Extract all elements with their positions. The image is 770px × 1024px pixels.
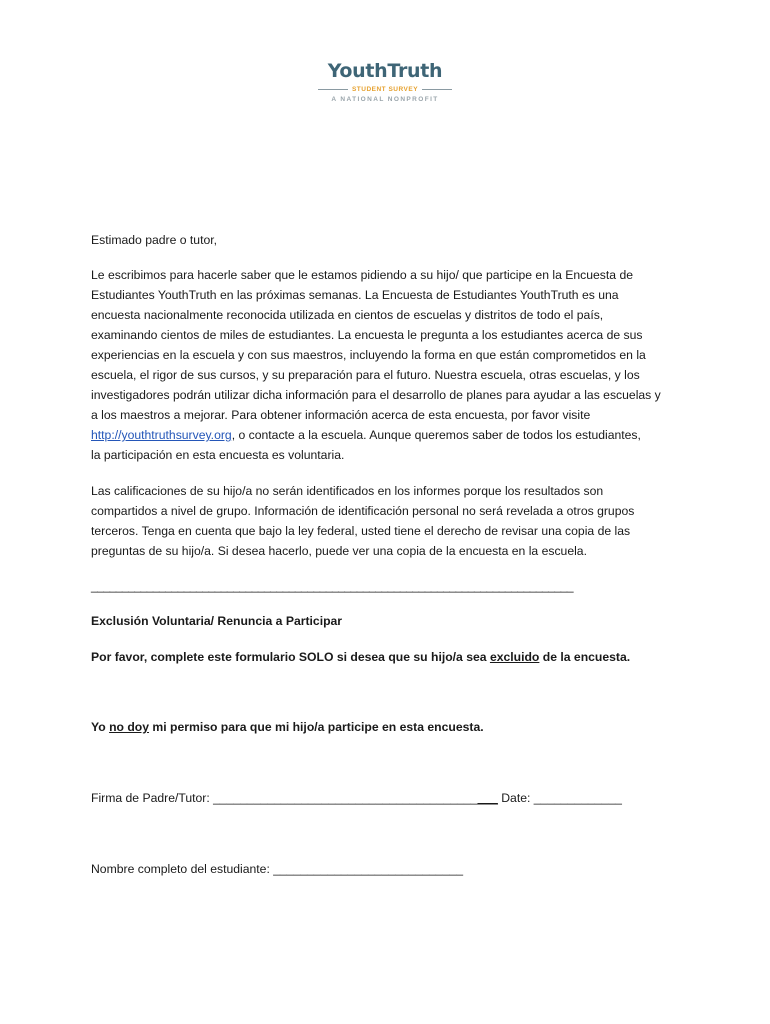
student-name-field[interactable]: ____________________________ bbox=[273, 862, 464, 876]
text-line: escuela, el rigor de sus cursos, y su preparación para el futuro. Nuestra escuela, otras escuelas, y los bbox=[91, 368, 640, 382]
logo-subtitle-row bbox=[300, 84, 470, 94]
text-line-with-link bbox=[91, 425, 691, 445]
consent-text-end: mi permiso para que mi hijo/a participe en esta encuesta. bbox=[149, 720, 484, 734]
logo-divider-left bbox=[318, 89, 348, 90]
paragraph-privacy bbox=[91, 481, 691, 561]
optout-instruction bbox=[91, 650, 630, 664]
paragraph-intro bbox=[91, 265, 691, 465]
text-line: experiencias en la escuela y con sus maestros, incluyendo la forma en que están comprometidos en la bbox=[91, 348, 646, 362]
signature-row bbox=[91, 791, 622, 805]
text-line: terceros. Tenga en cuenta que bajo la ley federal, usted tiene el derecho de revisar una copia de las bbox=[91, 524, 631, 538]
text-line: preguntas de su hijo/a. Si desea hacerlo, puede ver una copia de la encuesta en la escuela. bbox=[91, 544, 587, 558]
text-line: examinando cientos de miles de estudiantes. La encuesta le pregunta a los estudiantes acerca de sus bbox=[91, 328, 643, 342]
date-label: Date: bbox=[497, 791, 534, 805]
text-line: compartidos a nivel de grupo. Información de identificación personal no será revelada a otros grupos bbox=[91, 504, 635, 518]
logo-divider-right bbox=[422, 89, 452, 90]
text-line: la participación en esta encuesta es voluntaria. bbox=[91, 448, 345, 462]
youthtruth-logo bbox=[300, 60, 470, 110]
signature-label: Firma de Padre/Tutor: bbox=[91, 791, 214, 805]
instruction-emphasis: excluido bbox=[489, 650, 540, 664]
logo-subtitle: STUDENT SURVEY bbox=[351, 85, 419, 93]
consent-emphasis: no doy bbox=[109, 720, 150, 734]
logo-tagline: A NATIONAL NONPROFIT bbox=[331, 96, 439, 103]
instruction-text: Por favor, complete este formulario SOLO si desea que su hijo/a sea bbox=[91, 650, 490, 664]
instruction-text-end: de la encuesta. bbox=[539, 650, 631, 664]
signature-field-end[interactable]: ___ bbox=[477, 791, 498, 805]
survey-website-link[interactable]: http://youthtruthsurvey.org bbox=[91, 428, 232, 442]
student-name-row bbox=[91, 862, 463, 876]
consent-text: Yo bbox=[91, 720, 110, 734]
greeting: Estimado padre o tutor, bbox=[91, 233, 218, 247]
optout-heading: Exclusión Voluntaria/ Renuncia a Participar bbox=[91, 614, 343, 628]
text-line: a los maestros a mejorar. Para obtener información acerca de esta encuesta, por favor visite bbox=[91, 408, 591, 422]
text-line: encuesta nacionalmente reconocida utilizada en cientos de escuelas y distritos de todo el país, bbox=[91, 308, 604, 322]
text-line: Estudiantes YouthTruth en las próximas semanas. La Encuesta de Estudiantes YouthTruth es una bbox=[91, 288, 619, 302]
logo-brand: YouthTruth bbox=[327, 60, 443, 82]
text-line: Las calificaciones de su hijo/a no serán identificados en los informes porque los resultados son bbox=[91, 484, 604, 498]
consent-statement bbox=[91, 720, 484, 734]
signature-field[interactable]: _______________________________________ bbox=[213, 791, 478, 805]
text-line: investigadores podrán utilizar dicha información para el desarrollo de planes para ayudar a las escuelas y bbox=[91, 388, 661, 402]
text-line: Le escribimos para hacerle saber que le estamos pidiendo a su hijo/ que participe en la Encuesta de bbox=[91, 268, 633, 282]
date-field[interactable]: _____________ bbox=[533, 791, 622, 805]
text-after-link: , o contacte a la escuela. Aunque queremos saber de todos los estudiantes, bbox=[231, 428, 641, 442]
student-name-label: Nombre completo del estudiante: bbox=[91, 862, 274, 876]
separator-line: ______________________________________________________________________________ bbox=[91, 579, 573, 593]
